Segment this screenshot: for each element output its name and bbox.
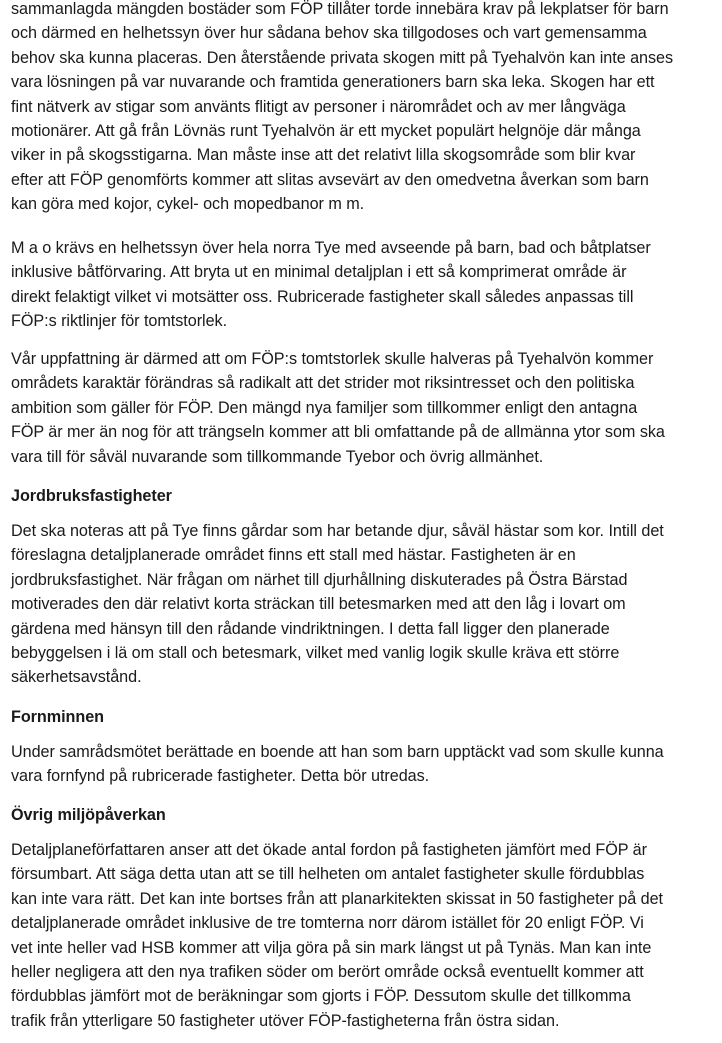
text-line: kan göra med kojor, cykel- och mopedbanor m m. (11, 195, 365, 214)
paragraph-helhetssyn (11, 236, 651, 334)
text-line: Vår uppfattning är därmed att om FÖP:s tomtstorlek skulle halveras på Tyehalvön kommer (11, 350, 654, 368)
text-line: vara fornfynd på rubricerade fastigheter. Detta bör utredas. (11, 767, 430, 786)
paragraph-uppfattning (11, 347, 665, 469)
section-heading-miljo: Övrig miljöpåverkan (11, 806, 166, 824)
section-body-miljo (11, 838, 663, 1033)
text-line: Under samrådsmötet berättade en boende att han som barn upptäckt vad som skulle kunna (11, 743, 664, 761)
text-line: direkt felaktigt vilket vi motsätter oss. Rubricerade fastigheter skall således anpassas till (11, 287, 634, 306)
text-line: säkerhetsavstånd. (11, 668, 142, 687)
text-line: efter att FÖP genomförts kommer att slitas avsevärt av den omedvetna åverkan som barn (11, 170, 649, 189)
text-line: Detaljplaneförfattaren anser att det ökade antal fordon på fastigheten jämfört med FÖP är (11, 841, 647, 859)
text-line: bebyggelsen i lä om stall och betesmark, vilket med vanlig logik skulle kräva ett större (11, 644, 620, 663)
text-line: M a o krävs en helhetssyn över hela norra Tye med avseende på barn, bad och båtplatser (11, 239, 651, 257)
text-line: viker in på skogsstigarna. Man måste inse att det relativt lilla skogsområde som blir kvar (11, 146, 636, 165)
text-line: sammanlagda mängden bostäder som FÖP tillåter torde innebära krav på lekplatser för barn (11, 0, 669, 18)
text-line: Det ska noteras att på Tye finns gårdar som har betande djur, såväl hästar som kor. Intill det (11, 522, 664, 540)
text-line: FÖP är mer än nog för att trängseln kommer att bli omfattande på de allmänna ytor som ska (11, 423, 665, 442)
section-heading-jordbruk: Jordbruksfastigheter (11, 487, 172, 505)
text-line: vet inte heller vad HSB kommer att vilja göra på sin mark längst ut på Tynäs. Man kan inte (11, 938, 652, 957)
text-line: jordbruksfastighet. När frågan om närhet till djurhållning diskuterades på Östra Bärstad (11, 570, 628, 589)
section-body-jordbruk (11, 519, 664, 690)
text-line: behov ska kunna placeras. Den återstående privata skogen mitt på Tyehalvön kan inte anses (11, 48, 674, 67)
text-line: trafik från ytterligare 50 fastigheter utöver FÖP-fastigheterna från östra sidan. (11, 1011, 560, 1030)
section-body-fornminnen (11, 740, 664, 789)
text-line: detaljplanerade området inklusive de tre tomterna norr därom istället för 20 enligt FÖP. Vi (11, 914, 644, 933)
text-line: kan inte vara rätt. Det kan inte bortses från att planarkitekten skissat in 50 fastigheter på det (11, 889, 664, 908)
text-line: fint nätverk av stigar som använts flitigt av personer i närområdet och av mer långväga (11, 97, 626, 116)
text-line: vara till för såväl nuvarande som tillkommande Tyebor och övrig allmänhet. (11, 447, 544, 466)
text-line: heller negligera att den nya trafiken söder om berört område också eventuellt kommer att (11, 963, 644, 982)
text-line: och därmed en helhetssyn över hur sådana behov ska tillgodoses och vart gemensamma (11, 24, 647, 43)
text-line: gärdena med hänsyn till den rådande vindriktningen. I detta fall ligger den planerade (11, 619, 610, 638)
text-line: motiverades den där relativt korta sträckan till betesmarken med att den låg i lovart om (11, 595, 626, 614)
text-line: fördubblas jämfört mot de beräkningar som gjorts i FÖP. Dessutom skulle det tillkomma (11, 987, 631, 1006)
paragraph-intro (11, 0, 673, 217)
text-line: ambition som gäller för FÖP. Den mängd nya familjer som tillkommer enligt den antagna (11, 398, 638, 417)
text-line: områdets karaktär förändras så radikalt att det strider mot riksintresset och den politiska (11, 374, 635, 393)
text-line: vara lösningen på var nuvarande och framtida generationers barn ska leka. Skogen har ett (11, 73, 655, 92)
text-line: inklusive båtförvaring. Att bryta ut en minimal detaljplan i ett så komprimerat område är (11, 263, 627, 282)
text-line: föreslagna detaljplanerade området finns ett stall med hästar. Fastigheten är en (11, 546, 576, 565)
text-line: FÖP:s riktlinjer för tomtstorlek. (11, 312, 228, 331)
text-line: försumbart. Att säga detta utan att se till helheten om antalet fastigheter skulle fördubblas (11, 865, 645, 884)
text-line: motionärer. Att gå från Lövnäs runt Tyehalvön är ett mycket populärt helgnöje där många (11, 122, 641, 141)
section-heading-fornminnen: Fornminnen (11, 708, 105, 726)
